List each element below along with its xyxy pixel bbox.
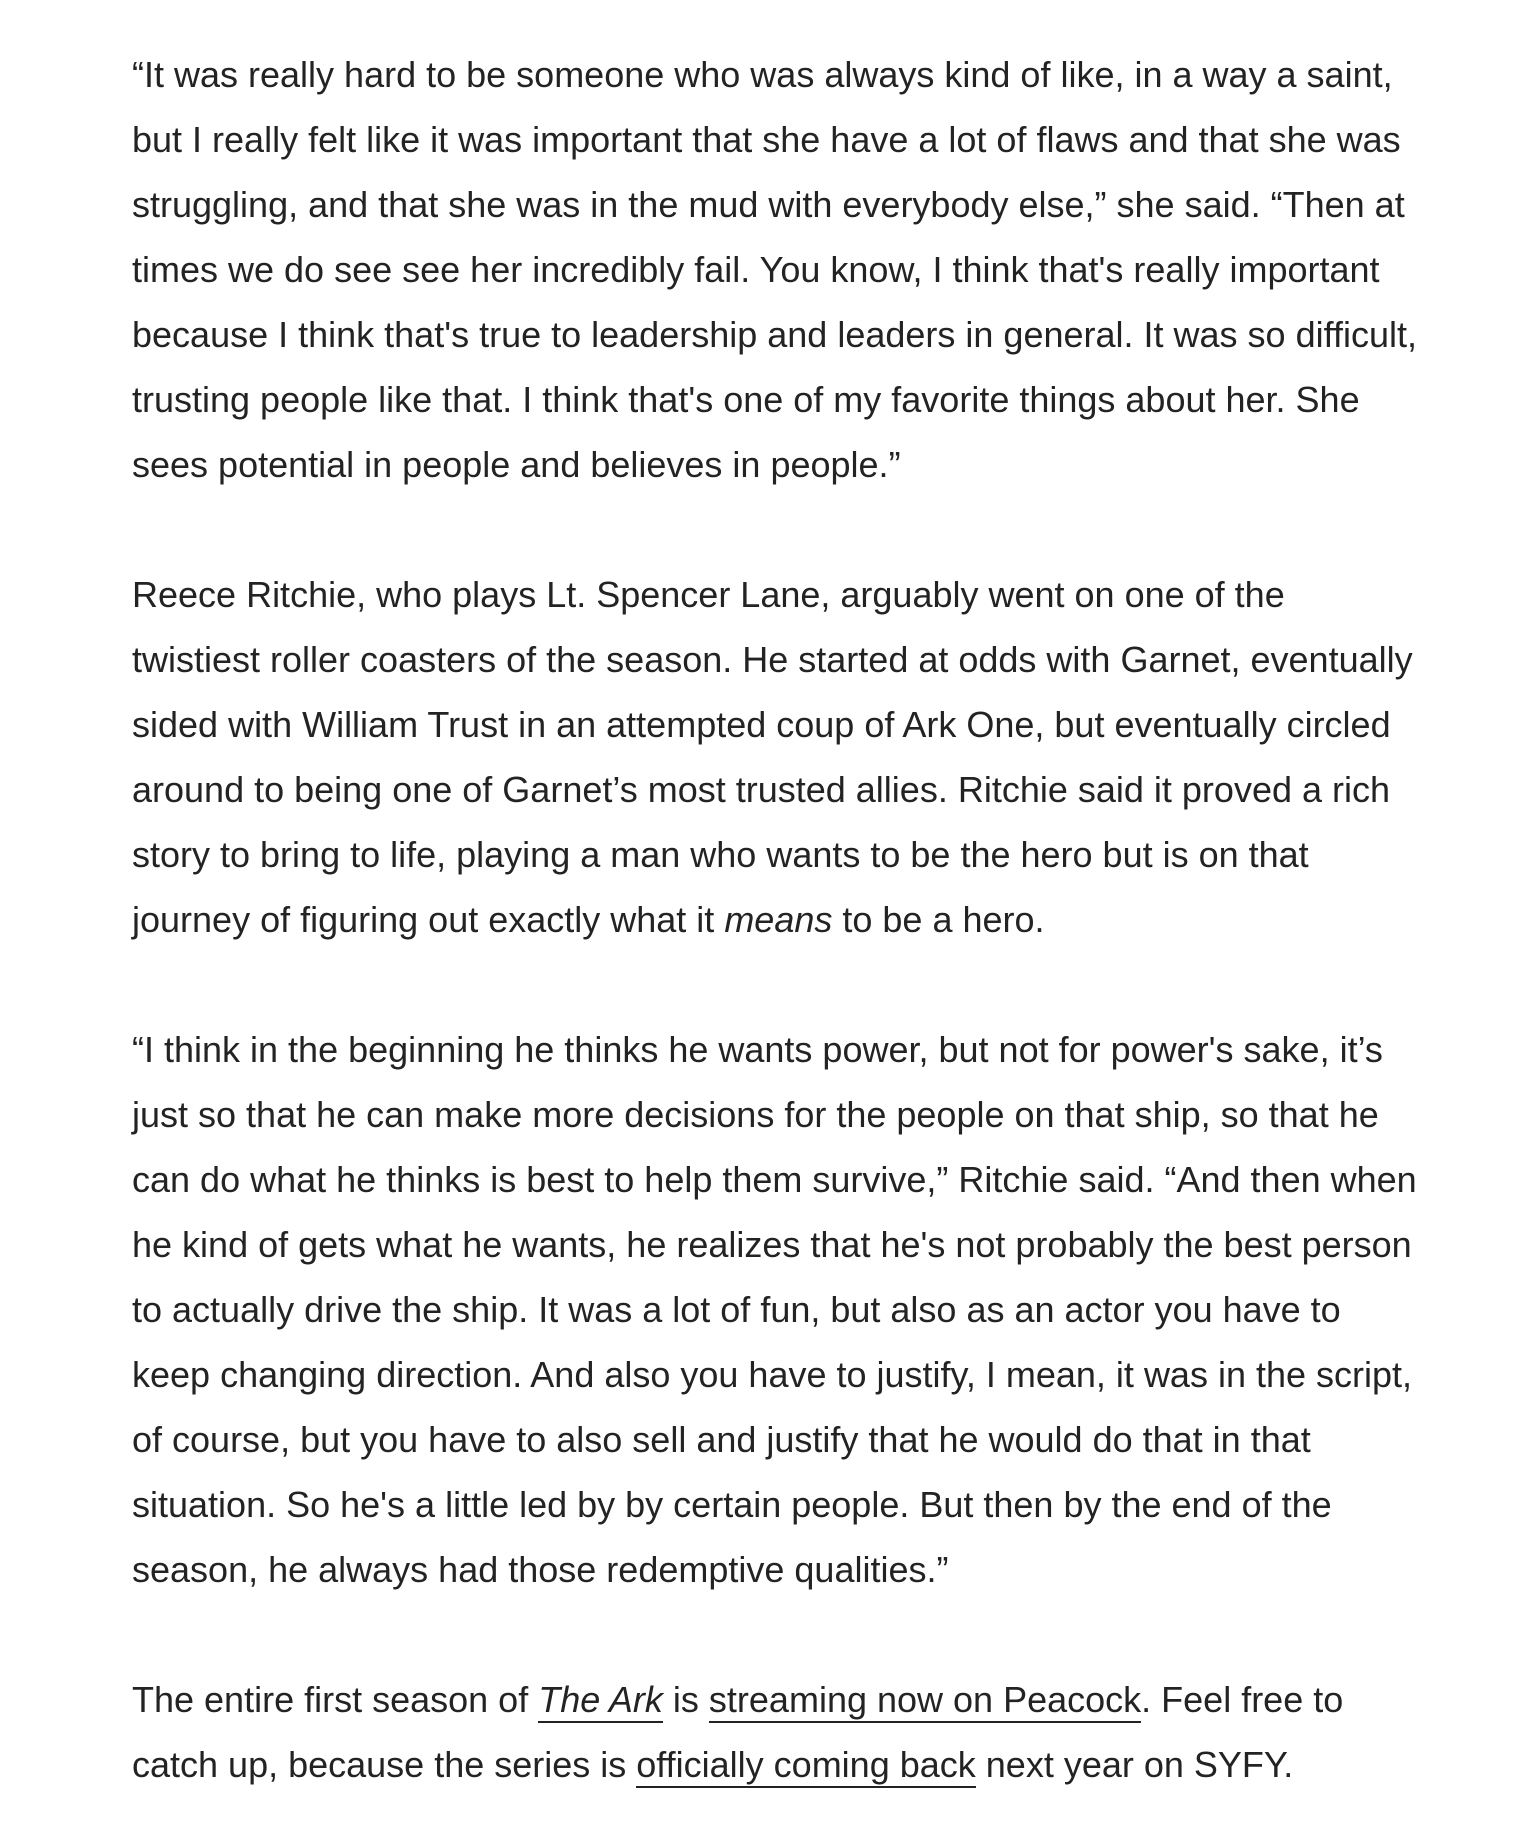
quote-paragraph-ritchie bbox=[132, 1017, 1422, 1602]
streaming-peacock-link[interactable]: streaming now on Peacock bbox=[709, 1679, 1141, 1723]
paragraph-reece-ritchie bbox=[132, 562, 1422, 952]
officially-coming-back-link[interactable]: officially coming back bbox=[636, 1744, 976, 1788]
quote-paragraph-garnet bbox=[132, 42, 1422, 497]
paragraph-text: “It was really hard to be someone who was always kind of like, in a way a saint, but I really felt like it was important that she have a lot of flaws and that she was struggling, and that she was in the mud with everybody else,” she said. “Then at times we do see see her incredibly fail. You know, I think that's really important because I think that's true to leadership and leaders in general. It was so difficult, trusting people like that. I think that's one of my favorite things about her. She sees potential in people and believes in people.” bbox=[132, 54, 1417, 485]
paragraph-text: to be a hero. bbox=[832, 899, 1045, 940]
paragraph-text: Reece Ritchie, who plays Lt. Spencer Lane, arguably went on one of the twistiest roller coasters of the season. He started at odds with Garnet, eventually sided with William Trust in an attempted coup of Ark One, but eventually circled around to being one of Garnet’s most trusted allies. Ritchie said it proved a rich story to bring to life, playing a man who wants to be the hero but is on that journey of figuring out exactly what it bbox=[132, 574, 1413, 940]
the-ark-link[interactable] bbox=[538, 1679, 663, 1723]
closing-paragraph bbox=[132, 1667, 1422, 1797]
paragraph-text: The entire first season of bbox=[132, 1679, 539, 1720]
paragraph-text: . Feel free to catch up, because the series is bbox=[132, 1679, 1344, 1785]
paragraph-text: “I think in the beginning he thinks he wants power, but not for power's sake, it’s just so that he can make more decisions for the people on that ship, so that he can do what he thinks is best to help them survive,” Ritchie said. “And then when he kind of gets what he wants, he realizes that he's not probably the best person to actually drive the ship. It was a lot of fun, but also as an actor you have to keep changing direction. And also you have to justify, I mean, it was in the script, of course, but you have to also sell and justify that he would do that in that situation. So he's a little led by by certain people. But then by the end of the season, he always had those redemptive qualities.” bbox=[132, 1029, 1417, 1590]
paragraph-text: next year on SYFY. bbox=[975, 1744, 1294, 1785]
emphasis-means: means bbox=[724, 899, 833, 940]
article-body bbox=[132, 42, 1422, 1797]
paragraph-text: is bbox=[662, 1679, 709, 1720]
show-title: The Ark bbox=[538, 1679, 663, 1720]
